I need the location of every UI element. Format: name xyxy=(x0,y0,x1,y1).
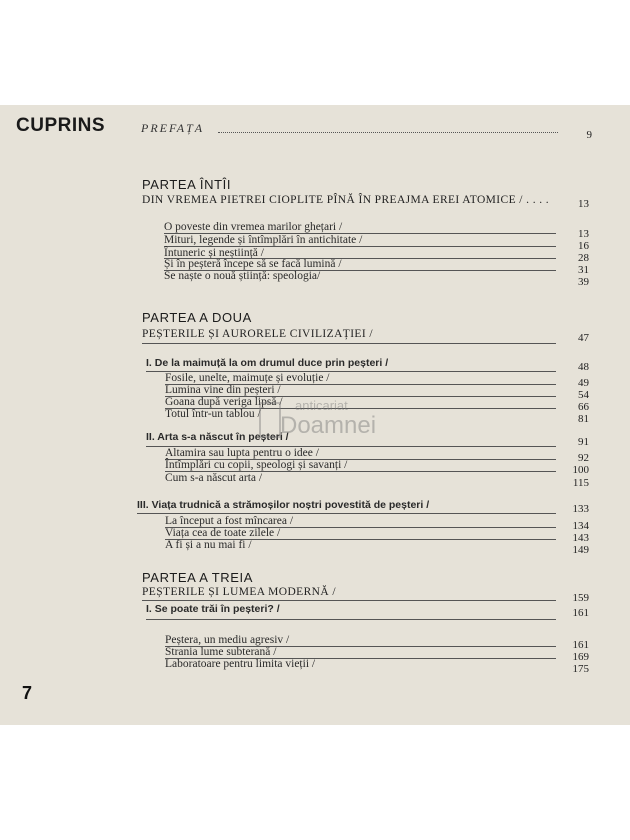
toc-entry: Întuneric și neștiință / xyxy=(164,247,264,259)
toc-entry: Se naște o nouă știință: speologia/ xyxy=(164,270,321,282)
toc-entry: Mituri, legende și întîmplări în antichitate / xyxy=(164,234,363,246)
part-subtitle: PEȘTERILE ȘI LUMEA MODERNĂ / xyxy=(142,586,336,598)
toc-entry-page: 39 xyxy=(578,276,589,288)
toc-entry: O poveste din vremea marilor ghețari / xyxy=(164,221,343,233)
chapter-title: III. Viața trudnică a strămoșilor noștri povestită de peșteri / xyxy=(137,499,430,511)
toc-entry: Viața cea de toate zilele / xyxy=(165,527,281,539)
toc-entry-page: 16 xyxy=(578,240,589,252)
preface-title: PREFAȚA xyxy=(141,121,205,135)
toc-entry-page: 134 xyxy=(572,520,589,532)
chapter-title: I. Se poate trăi în peșteri? / xyxy=(146,603,280,615)
chapter-page: 133 xyxy=(572,503,589,515)
part-subtitle-page: 47 xyxy=(578,332,589,344)
part-title: PARTEA A DOUA xyxy=(142,310,252,325)
toc-entry: Cum s-a născut arta / xyxy=(165,472,263,484)
rule xyxy=(146,619,556,620)
toc-entry-page: 92 xyxy=(578,452,589,464)
toc-heading: CUPRINS xyxy=(16,115,106,136)
chapter-page: 48 xyxy=(578,361,589,373)
part-title: PARTEA ÎNTÎI xyxy=(142,177,232,192)
toc-entry: Și în peșteră începe să se facă lumină / xyxy=(164,258,342,270)
toc-entry-page: 49 xyxy=(578,377,589,389)
toc-entry-page: 100 xyxy=(572,464,589,476)
toc-entry-page: 143 xyxy=(572,532,589,544)
toc-entry-page: 115 xyxy=(572,477,589,489)
part-subtitle: PEȘTERILE ȘI AURORELE CIVILIZAȚIEI / xyxy=(142,328,373,340)
toc-entry-page: 13 xyxy=(578,228,589,240)
toc-entry: Totul într-un tablou / xyxy=(165,408,261,420)
chapter-title: I. De la maimuță la om drumul duce prin peșteri / xyxy=(146,357,389,369)
watermark-line2: Doamnei xyxy=(280,412,377,439)
toc-entry: La început a fost mîncarea / xyxy=(165,515,294,527)
toc-entry: Întîmplări cu copii, speologi și savanți / xyxy=(165,459,348,471)
toc-entry: Lumina vine din peșteri / xyxy=(165,384,281,396)
part-title: PARTEA A TREIA xyxy=(142,570,254,585)
chapter-title: II. Arta s-a născut în peșteri / xyxy=(146,431,289,443)
toc-entry: Fosile, unelte, maimuțe și evoluție / xyxy=(165,372,330,384)
toc-entry: A fi și a nu mai fi / xyxy=(165,539,252,551)
chapter-page: 91 xyxy=(578,436,589,448)
watermark-line1: anticariat xyxy=(295,398,348,413)
toc-entry: Altamira sau lupta pentru o idee / xyxy=(165,447,319,459)
chapter-page: 161 xyxy=(572,607,589,619)
toc-entry: Laboratoare pentru limita vieții / xyxy=(165,658,316,670)
toc-entry-page: 175 xyxy=(572,663,589,675)
part-subtitle: DIN VREMEA PIETREI CIOPLITE PÎNĂ ÎN PREAJMA EREI ATOMICE / . . . . xyxy=(142,194,550,206)
preface-page: 9 xyxy=(586,129,592,141)
toc-entry: Goana după veriga lipsă / xyxy=(165,396,283,408)
toc-entry-page: 161 xyxy=(572,639,589,651)
part-subtitle-page: 13 xyxy=(578,198,589,210)
toc-entry-page: 169 xyxy=(572,651,589,663)
toc-entry-page: 81 xyxy=(578,413,589,425)
part-subtitle-page: 159 xyxy=(572,592,589,604)
page-number: 7 xyxy=(22,683,33,703)
watermark-logo-icon xyxy=(259,402,281,438)
rule xyxy=(142,600,556,601)
toc-entry: Peștera, un mediu agresiv / xyxy=(165,634,290,646)
toc-entry-page: 66 xyxy=(578,401,589,413)
rule xyxy=(142,343,556,344)
toc-entry-page: 28 xyxy=(578,252,589,264)
dot-leader xyxy=(218,132,558,133)
rule xyxy=(137,513,556,514)
toc-entry-page: 149 xyxy=(572,544,589,556)
toc-entry: Strania lume subterană / xyxy=(165,646,277,658)
toc-entry-page: 31 xyxy=(578,264,589,276)
toc-entry-page: 54 xyxy=(578,389,589,401)
